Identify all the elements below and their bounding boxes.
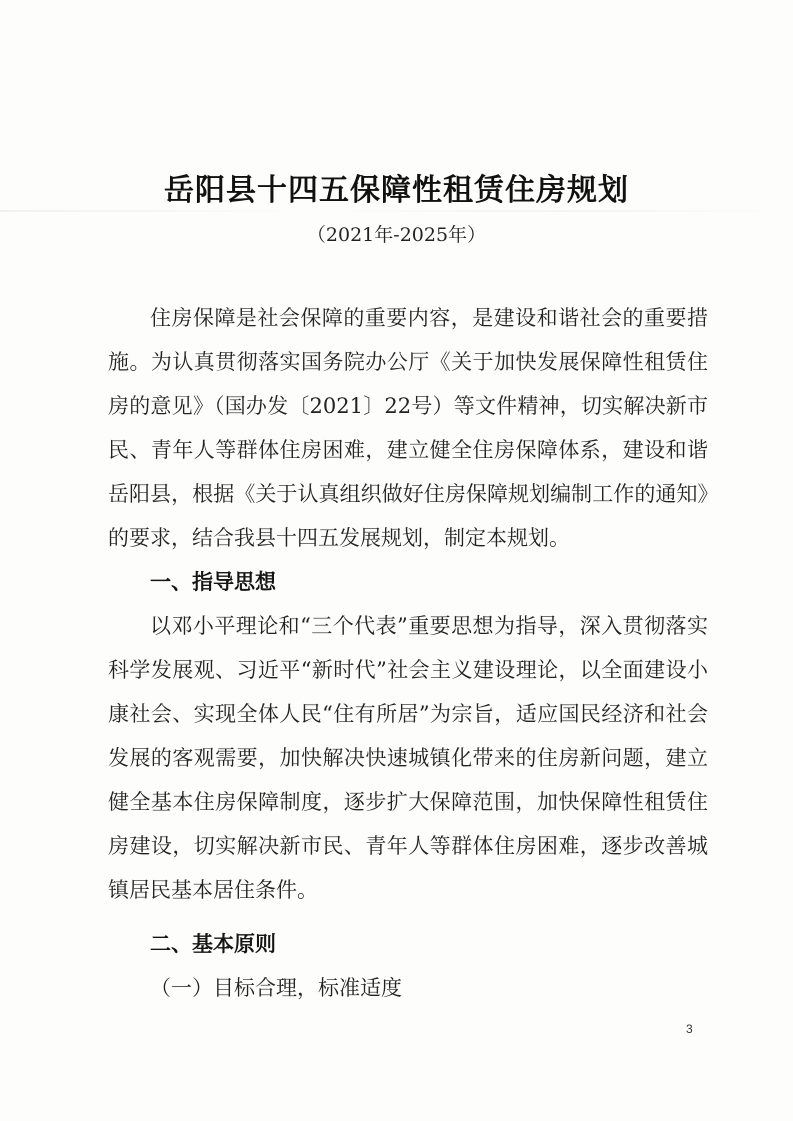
document-body [108, 296, 708, 1010]
intro-paragraph: 住房保障是社会保障的重要内容，是建设和谐社会的重要措施。为认真贯彻落实国务院办公厅《关于加快发展保障性租赁住房的意见》（国办发〔2021〕22号）等文件精神，切实解决新市民、青年人等群体住房困难，建立健全住房保障体系，建设和谐岳阳县，根据《关于认真组织做好住房保障规划编制工作的通知》的要求，结合我县十四五发展规划，制定本规划。 [108, 306, 708, 550]
subsection-heading-reasonable-goals: （一）目标合理，标准适度 [150, 976, 402, 1000]
guiding-ideology-paragraph: 以邓小平理论和“三个代表”重要思想为指导，深入贯彻落实科学发展观、习近平“新时代”社会主义建设理论，以全面建设小康社会、实现全体人民“住有所居”为宗旨，适应国民经济和社会发展的客观需要，加快解决快速城镇化带来的住房新问题，建立健全基本住房保障制度，逐步扩大保障范围，加快保障性租赁住房建设，切实解决新市民、青年人等群体住房困难，逐步改善城镇居民基本居住条件。 [108, 614, 708, 902]
page-number: 3 [686, 1022, 693, 1036]
document-subtitle: （2021年-2025年） [306, 224, 487, 246]
section-heading-basic-principles: 二、基本原则 [150, 932, 276, 956]
scan-artifact-line [0, 210, 793, 212]
section-heading-guiding-ideology: 一、指导思想 [150, 570, 276, 594]
document-title: 岳阳县十四五保障性租赁住房规划 [164, 173, 629, 208]
